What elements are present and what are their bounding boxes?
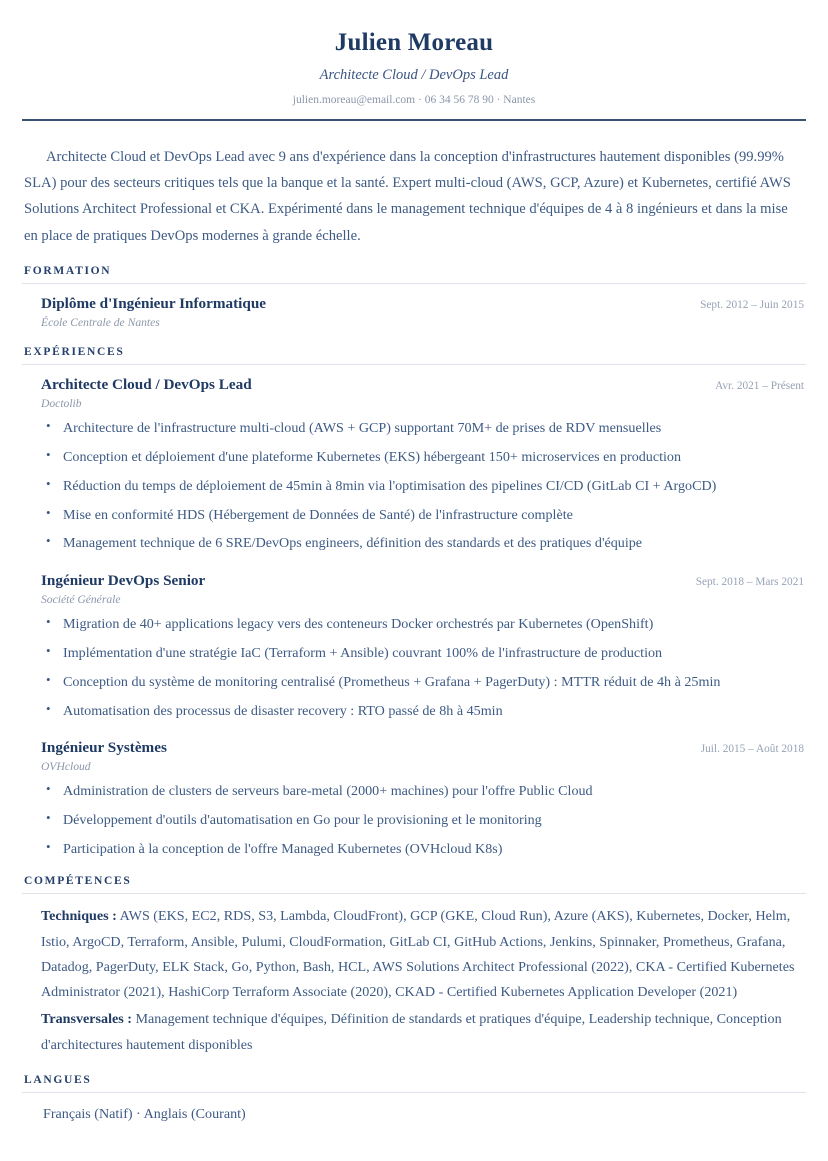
achievement-list	[41, 614, 806, 721]
section-title-competences: COMPÉTENCES	[24, 875, 132, 888]
list-item: • Management technique de 6 SRE/DevOps engineers, définition des standards et des pratiques d'équipe	[41, 533, 806, 553]
skill-label: Techniques :	[41, 908, 117, 925]
section-divider	[22, 283, 806, 284]
entry-header	[41, 375, 806, 394]
list-item: • Conception du système de monitoring centralisé (Prometheus + Grafana + PagerDuty) : MTTR réduit de 4h à 25min	[41, 672, 806, 692]
contact-line: julien.moreau@email.com · 06 34 56 78 90 · Nantes	[292, 94, 536, 107]
resume-header	[22, 28, 806, 130]
experience-entry	[41, 738, 806, 859]
list-item: • Développement d'outils d'automatisation en Go pour le provisioning et le monitoring	[41, 810, 806, 830]
list-item: • Administration de clusters de serveurs bare-metal (2000+ machines) pour l'offre Public Cloud	[41, 781, 806, 801]
company-name: Doctolib	[41, 396, 82, 410]
section-divider	[22, 364, 806, 365]
skill-group-transversal	[41, 1007, 806, 1057]
company-name: OVHcloud	[41, 760, 91, 774]
job-title: Ingénieur DevOps Senior	[41, 571, 206, 589]
skill-label: Transversales :	[41, 1011, 132, 1028]
list-item: • Automatisation des processus de disaster recovery : RTO passé de 8h à 45min	[41, 701, 806, 721]
entry-date: Sept. 2012 – Juin 2015	[700, 298, 804, 311]
candidate-name: Julien Moreau	[334, 29, 494, 56]
entry-header	[41, 294, 806, 313]
section-divider	[22, 1092, 806, 1093]
list-item: • Migration de 40+ applications legacy vers des conteneurs Docker orchestrés par Kubernetes (OpenShift)	[41, 614, 806, 634]
school-name: École Centrale de Nantes	[41, 315, 160, 329]
education-entry	[41, 294, 806, 330]
header-divider	[22, 119, 806, 121]
job-title: Architecte Cloud / DevOps Lead	[41, 375, 252, 393]
list-item: • Mise en conformité HDS (Hébergement de Données de Santé) de l'infrastructure complète	[41, 505, 806, 525]
skill-values: AWS (EKS, EC2, RDS, S3, Lambda, CloudFront), GCP (GKE, Cloud Run), Azure (AKS), Kubernetes, Docker, Helm, Istio, ArgoCD, Terraform, Ansible, Pulumi, CloudFormation, GitLab CI, GitHub Actions, Jenkins, Spinnaker, Prometheus, Grafana, Datadog, PagerDuty, ELK Stack, Go, Python, Bash, HCL, AWS Solutions Architect Professional (2022), CKA - Certified Kubernetes Administrator (2021), HashiCorp Terraform Associate (2020), CKAD - Certified Kubernetes Application Developer (2021)	[41, 908, 795, 1001]
langues-body	[22, 1103, 806, 1126]
section-formation	[22, 265, 806, 330]
entry-date: Avr. 2021 – Présent	[715, 379, 804, 392]
section-competences	[22, 875, 806, 1057]
entry-date: Juil. 2015 – Août 2018	[700, 743, 804, 756]
list-item: • Participation à la conception de l'offre Managed Kubernetes (OVHcloud K8s)	[41, 839, 806, 859]
experience-entry	[41, 375, 806, 554]
section-title-formation: FORMATION	[24, 264, 112, 277]
experience-entries	[22, 375, 806, 860]
section-experiences	[22, 346, 806, 860]
job-title: Ingénieur Systèmes	[41, 739, 167, 757]
skill-group-technical	[41, 904, 806, 1005]
professional-summary: Architecte Cloud et DevOps Lead avec 9 ans d'expérience dans la conception d'infrastructures hautement disponibles (99.99% SLA) pour des secteurs critiques tels que la banque et la santé. Expert multi-cloud (AWS, GCP, Azure) et Kubernetes, certifié AWS Solutions Architect Professional et CKA. Expérimenté dans le management technique d'équipes de 4 à 8 ingénieurs et dans la mise en place de pratiques DevOps modernes à grande échelle.	[24, 149, 791, 244]
list-item: • Architecture de l'infrastructure multi-cloud (AWS + GCP) supportant 70M+ de prises de RDV mensuelles	[41, 418, 806, 438]
list-item: • Conception et déploiement d'une plateforme Kubernetes (EKS) hébergeant 150+ microservices en production	[41, 447, 806, 467]
section-title-langues: LANGUES	[24, 1073, 92, 1086]
achievement-list	[41, 418, 806, 554]
formation-entries	[22, 294, 806, 330]
skill-values: Management technique d'équipes, Définition de standards et pratiques d'équipe, Leadership technique, Conception d'architectures hautement disponibles	[41, 1011, 782, 1053]
entry-header	[41, 738, 806, 757]
company-name: Société Générale	[41, 592, 121, 606]
list-item: • Implémentation d'une stratégie IaC (Terraform + Ansible) couvrant 100% de l'infrastructure de production	[41, 643, 806, 663]
language-list: Français (Natif) · Anglais (Courant)	[43, 1105, 246, 1122]
experience-entry	[41, 571, 806, 721]
skills-body	[22, 904, 806, 1057]
degree-title: Diplôme d'Ingénieur Informatique	[41, 294, 267, 312]
entry-header	[41, 571, 806, 590]
section-title-experiences: EXPÉRIENCES	[24, 345, 125, 358]
entry-date: Sept. 2018 – Mars 2021	[695, 575, 804, 588]
list-item: • Réduction du temps de déploiement de 45min à 8min via l'optimisation des pipelines CI/CD (GitLab CI + ArgoCD)	[41, 476, 806, 496]
section-divider	[22, 893, 806, 894]
candidate-tagline: Architecte Cloud / DevOps Lead	[319, 67, 509, 83]
section-langues	[22, 1074, 806, 1126]
achievement-list	[41, 781, 806, 859]
